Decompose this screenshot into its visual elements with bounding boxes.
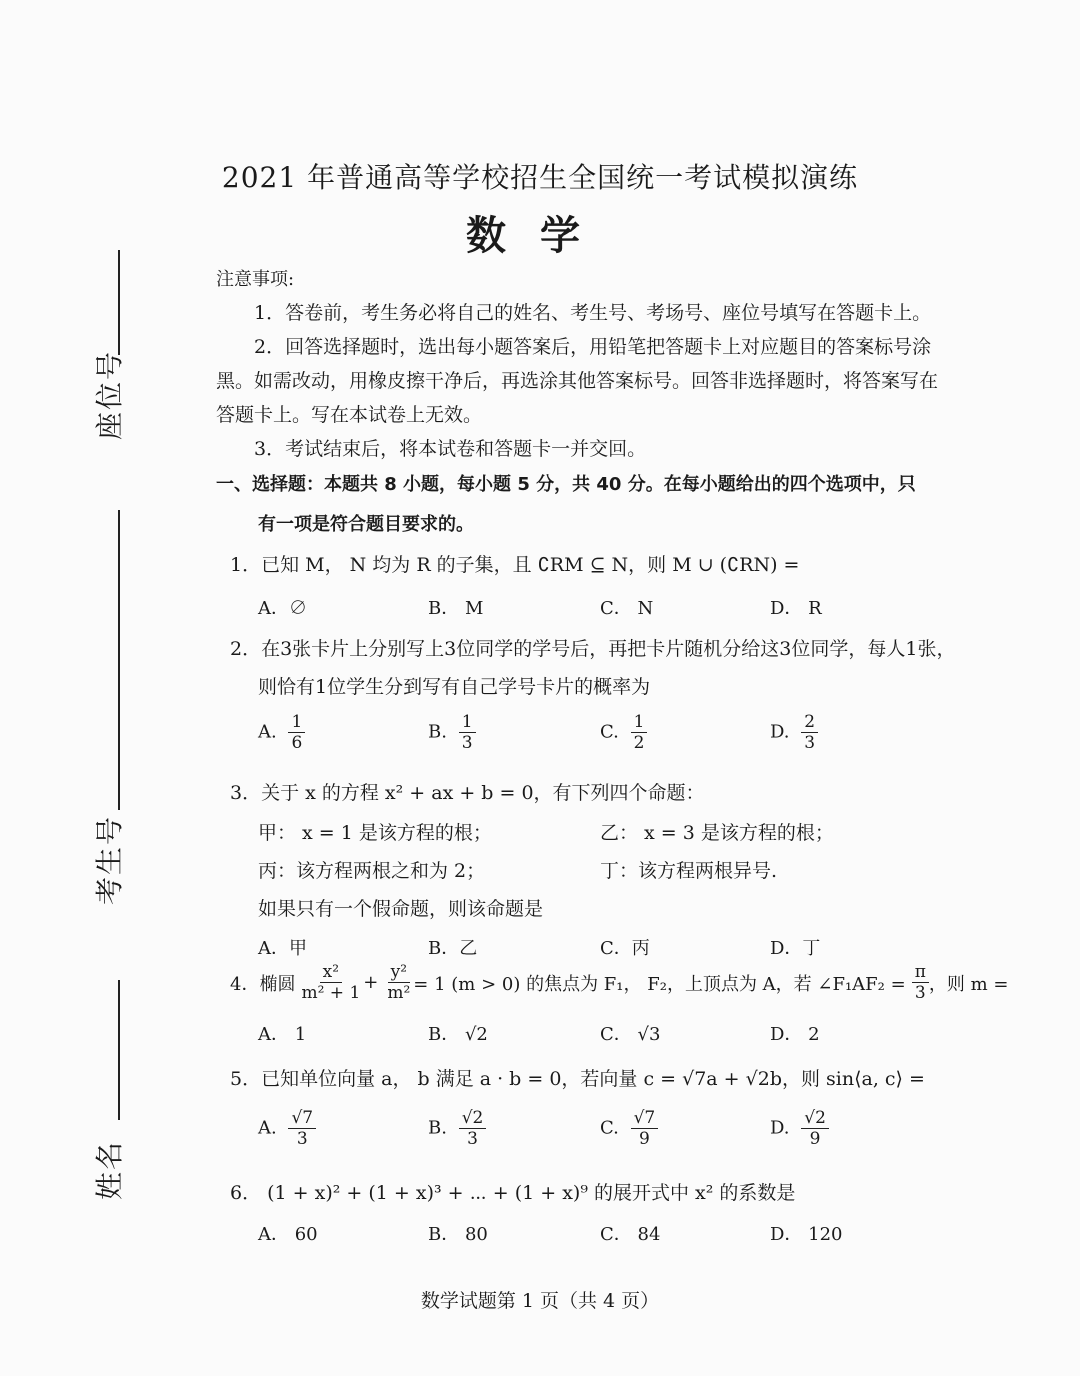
q4-fraction-x-num: x² xyxy=(320,962,342,983)
notice-item-3: 3．考试结束后，将本试卷和答题卡一并交回。 xyxy=(254,438,647,460)
q5-option-b xyxy=(428,1108,486,1149)
q5-option-c-den: 9 xyxy=(639,1129,650,1149)
q2-option-d-label: D. xyxy=(770,721,790,743)
q4-plus: + xyxy=(363,972,379,993)
q3-option-a: A．甲 xyxy=(258,938,307,959)
q2-option-b-label: B. xyxy=(428,721,447,743)
notice-item-2-cont: 黑。如需改动，用橡皮擦干净后，再选涂其他答案标号。回答非选择题时，将答案写在 xyxy=(216,370,939,392)
exam-number-line xyxy=(118,510,120,810)
q4-fraction-pi xyxy=(912,962,929,1003)
q5-option-c-fraction xyxy=(631,1108,659,1149)
q5-option-d-label: D. xyxy=(770,1117,790,1139)
q6-option-b: B． 80 xyxy=(428,1224,488,1245)
q5-option-b-fraction xyxy=(459,1108,487,1149)
q5-option-b-num: √2 xyxy=(459,1108,487,1129)
notice-item-1: 1．答卷前，考生务必将自己的姓名、考生号、考场号、座位号填写在答题卡上。 xyxy=(254,302,932,324)
q2-option-a xyxy=(258,712,305,753)
q2-option-b-num: 1 xyxy=(459,712,476,733)
q1-option-a: A．∅ xyxy=(258,598,307,619)
question-2-stem-cont: 则恰有1位学生分到写有自己学号卡片的概率为 xyxy=(258,676,651,698)
q4-fraction-y xyxy=(387,962,410,1003)
name-field xyxy=(80,980,140,1210)
q5-option-b-label: B. xyxy=(428,1117,447,1139)
q1-option-c: C． N xyxy=(600,598,654,619)
notice-item-2-cont2: 答题卡上。写在本试卷上无效。 xyxy=(216,404,483,426)
q4-fraction-y-num: y² xyxy=(388,962,410,983)
question-4-stem xyxy=(230,962,1008,1003)
q5-option-d xyxy=(770,1108,829,1149)
exam-number-label: 考生号 xyxy=(93,814,126,905)
q3-option-d: D．丁 xyxy=(770,938,821,959)
q2-option-a-label: A. xyxy=(258,721,277,743)
q3-option-c: C．丙 xyxy=(600,938,650,959)
question-6-stem: 6． (1 + x)² + (1 + x)³ + ⋯ + (1 + x)⁹ 的展开式中 x² 的系数是 xyxy=(230,1182,796,1204)
q2-option-b-fraction xyxy=(459,712,476,753)
q3-ask: 如果只有一个假命题，则该命题是 xyxy=(258,898,544,920)
q2-option-d-fraction xyxy=(801,712,818,753)
q4-option-c: C． √3 xyxy=(600,1024,661,1045)
q4-option-d: D． 2 xyxy=(770,1024,820,1045)
q4-option-a: A． 1 xyxy=(258,1024,307,1045)
q3-proposition-yi: 乙： x = 3 是该方程的根； xyxy=(600,822,834,844)
q4-stem-pre: 4．椭圆 xyxy=(230,973,296,995)
q2-option-b-den: 3 xyxy=(461,733,473,753)
q2-option-d-num: 2 xyxy=(801,712,818,733)
q4-fraction-x xyxy=(301,962,360,1003)
q2-option-b xyxy=(428,712,476,753)
q5-option-c xyxy=(600,1108,658,1149)
question-3-stem: 3．关于 x 的方程 x² + ax + b = 0，有下列四个命题： xyxy=(230,782,705,804)
exam-title: 2021 年普通高等学校招生全国统一考试模拟演练 xyxy=(221,161,859,194)
q2-option-c-fraction xyxy=(631,712,648,753)
notice-heading: 注意事项: xyxy=(216,269,295,290)
q5-option-d-den: 9 xyxy=(809,1129,821,1149)
seat-field xyxy=(80,250,140,450)
section-1-heading: 一、选择题：本题共 8 小题，每小题 5 分，共 40 分。在每小题给出的四个选项中，只 xyxy=(216,474,916,495)
q6-option-c: C． 84 xyxy=(600,1224,661,1245)
q1-option-d: D． R xyxy=(770,598,822,619)
q3-option-b: B．乙 xyxy=(428,938,478,959)
q5-option-a-num: √7 xyxy=(288,1108,316,1129)
q5-option-c-label: C. xyxy=(600,1117,619,1139)
q2-option-c-label: C. xyxy=(600,721,619,743)
q4-option-b: B． √2 xyxy=(428,1024,488,1045)
section-1-heading-cont: 有一项是符合题目要求的。 xyxy=(258,514,474,535)
subject-title: 数学 xyxy=(466,213,614,259)
q4-stem-mid: = 1 (m > 0) 的焦点为 F₁， F₂，上顶点为 A，若 ∠F₁AF₂ = xyxy=(413,973,906,995)
q6-option-d: D． 120 xyxy=(770,1224,843,1245)
q5-option-a-den: 3 xyxy=(296,1129,308,1149)
q2-option-a-den: 6 xyxy=(291,733,303,753)
question-5-stem: 5．已知单位向量 a， b 满足 a · b = 0，若向量 c = √7a + √2b，则 sin⟨a, c⟩ = xyxy=(230,1068,925,1090)
q2-option-a-fraction xyxy=(288,712,305,753)
page-footer: 数学试题第 1 页（共 4 页） xyxy=(420,1290,660,1312)
q4-fraction-pi-den: 3 xyxy=(914,983,926,1003)
notice-item-2: 2．回答选择题时，选出每小题答案后，用铅笔把答题卡上对应题目的答案标号涂 xyxy=(254,336,932,358)
q1-option-b: B． M xyxy=(428,598,484,619)
q2-option-c-den: 2 xyxy=(633,733,645,753)
q5-option-d-num: √2 xyxy=(801,1108,829,1129)
q2-option-d xyxy=(770,712,818,753)
q5-option-a-label: A. xyxy=(258,1117,277,1139)
name-label: 姓名 xyxy=(93,1139,126,1200)
q2-option-c xyxy=(600,712,647,753)
q3-proposition-bing: 丙：该方程两根之和为 2； xyxy=(258,860,486,882)
exam-number-field xyxy=(80,510,140,910)
seat-label: 座位号 xyxy=(93,349,126,440)
q4-fraction-y-den: m² xyxy=(387,983,411,1003)
question-1-stem: 1．已知 M， N 均为 R 的子集，且 ∁RM ⊆ N，则 M ∪ (∁RN) = xyxy=(230,554,800,576)
q3-proposition-jia: 甲： x = 1 是该方程的根； xyxy=(258,822,492,844)
name-line xyxy=(118,980,120,1120)
q5-option-a xyxy=(258,1108,316,1149)
q6-option-a: A． 60 xyxy=(258,1224,318,1245)
q4-fraction-pi-num: π xyxy=(912,962,929,983)
q2-option-d-den: 3 xyxy=(804,733,816,753)
q2-option-a-num: 1 xyxy=(288,712,305,733)
q2-option-c-num: 1 xyxy=(631,712,648,733)
q4-stem-post: ，则 m = xyxy=(928,973,1009,995)
q5-option-a-fraction xyxy=(288,1108,316,1149)
q4-fraction-x-den: m² + 1 xyxy=(301,983,361,1003)
q5-option-c-num: √7 xyxy=(631,1108,659,1129)
seat-line xyxy=(118,250,120,355)
q5-option-b-den: 3 xyxy=(467,1129,478,1149)
q3-proposition-ding: 丁：该方程两根异号. xyxy=(600,860,778,882)
q5-option-d-fraction xyxy=(801,1108,829,1149)
question-2-stem: 2．在3张卡片上分别写上3位同学的学号后，再把卡片随机分给这3位同学，每人1张， xyxy=(230,638,956,660)
